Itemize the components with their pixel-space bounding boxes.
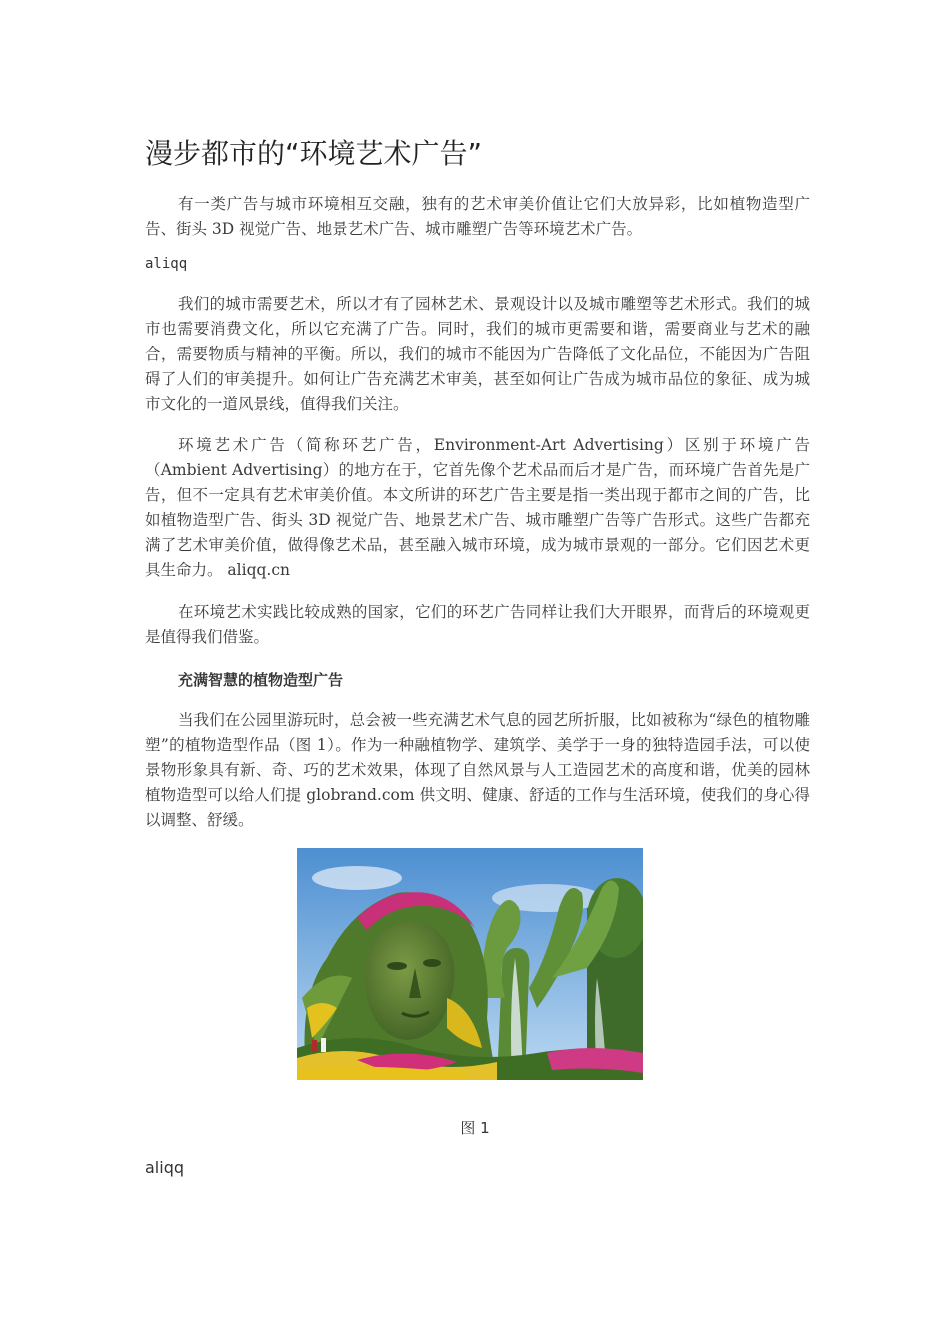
body-paragraph-topiary: 当我们在公园里游玩时，总会被一些充满艺术气息的园艺所折服，比如被称为“绿色的植物雕塑”的植物造型作品（图 1）。作为一种融植物学、建筑学、美学于一身的独特造园手法，可以使景物形象具有新、奇、巧的艺术效果，体现了自然风景与人工造园艺术的高度和谐，优美的园林植物造型可以给人们提 globrand.com 供文明、健康、舒适的工作与生活环境，使我们的身心得以调整、舒缓。 [145, 711, 810, 829]
body-paragraph-countries: 在环境艺术实践比较成熟的国家，它们的环艺广告同样让我们大开眼界，而背后的环境观更是值得我们借鉴。 [145, 603, 810, 646]
section-heading: 充满智慧的植物造型广告 [178, 671, 344, 689]
intro-paragraph: 有一类广告与城市环境相互交融，独有的艺术审美价值让它们大放异彩，比如植物造型广告、街头 3D 视觉广告、地景艺术广告、城市雕塑广告等环境艺术广告。 [145, 195, 810, 238]
topiary-illustration [297, 848, 643, 1080]
body-paragraph-city-art: 我们的城市需要艺术，所以才有了园林艺术、景观设计以及城市雕塑等艺术形式。我们的城市也需要消费文化，所以它充满了广告。同时，我们的城市更需要和谐，需要商业与艺术的融合，需要物质与精神的平衡。所以，我们的城市不能因为广告降低了文化品位，不能因为广告阻碍了人们的审美提升。如何让广告充满艺术审美，甚至如何让广告成为城市品位的象征、成为城市文化的一道风景线，值得我们关注。 [145, 295, 810, 413]
figure-topiary-photo [297, 848, 643, 1080]
watermark-text: aliqq [145, 256, 188, 272]
watermark-text-bottom: aliqq [145, 1158, 185, 1177]
figure-caption: 图 1 [460, 1119, 490, 1137]
body-paragraph-definition: 环境艺术广告（简称环艺广告，Environment-Art Advertising）区别于环境广告（Ambient Advertising）的地方在于，它首先像个艺术品而后才是广告，而环境广告首先是广告，但不一定具有艺术审美价值。本文所讲的环艺广告主要是指一类出现于都市之间的广告，比如植物造型广告、街头 3D 视觉广告、地景艺术广告、城市雕塑广告等广告形式。这些广告都充满了艺术审美价值，做得像艺术品，甚至融入城市环境，成为城市景观的一部分。它们因艺术更具生命力。 aliqq.cn [145, 436, 810, 579]
page-title: 漫步都市的“环境艺术广告” [145, 137, 483, 170]
